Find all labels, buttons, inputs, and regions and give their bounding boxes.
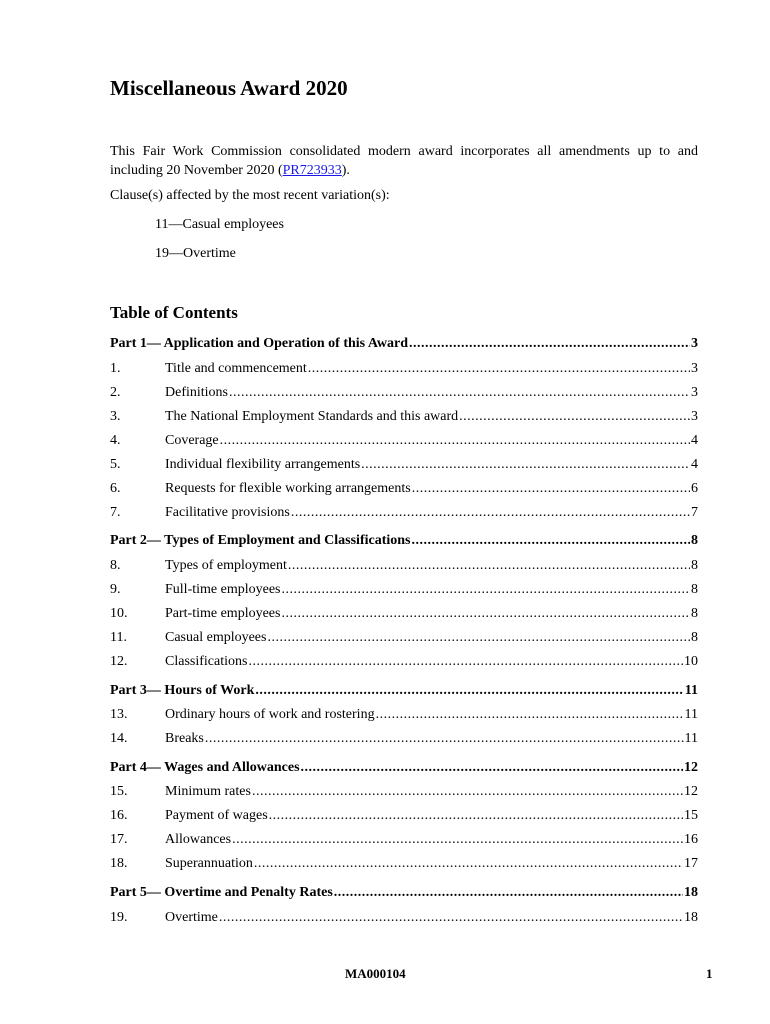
document-title: Miscellaneous Award 2020 <box>110 76 348 100</box>
toc-clause-entry[interactable] <box>110 630 698 648</box>
toc-entry-label: Part 3— Hours of Work <box>110 683 255 698</box>
toc-entry-number: 9. <box>110 582 121 597</box>
toc-dot-leader <box>281 606 690 622</box>
toc-entry-label: Requests for flexible working arrangements <box>165 481 411 496</box>
toc-entry-label: Part 5— Overtime and Penalty Rates <box>110 885 333 900</box>
affected-clause-item: 19—Overtime <box>155 246 236 261</box>
toc-clause-entry[interactable] <box>110 731 698 749</box>
toc-entry-label: Coverage <box>165 433 219 448</box>
toc-entry-label: Minimum rates <box>165 784 251 799</box>
toc-entry-page: 12 <box>684 784 698 799</box>
toc-clause-entry[interactable] <box>110 361 698 379</box>
toc-dot-leader <box>229 385 690 401</box>
toc-entry-page: 15 <box>684 808 698 823</box>
toc-entry-number: 10. <box>110 606 128 621</box>
toc-entry-page: 16 <box>684 832 698 847</box>
toc-clause-entry[interactable] <box>110 910 698 928</box>
toc-clause-entry[interactable] <box>110 606 698 624</box>
toc-part-entry[interactable] <box>110 683 698 701</box>
toc-entry-page: 18 <box>684 885 698 900</box>
toc-entry-number: 7. <box>110 505 121 520</box>
toc-entry-number: 16. <box>110 808 128 823</box>
toc-dot-leader <box>308 361 690 377</box>
toc-entry-label: Allowances <box>165 832 232 847</box>
toc-entry-number: 17. <box>110 832 128 847</box>
toc-clause-entry[interactable] <box>110 457 698 475</box>
toc-entry-number: 1. <box>110 361 121 376</box>
toc-entry-page: 7 <box>691 505 698 520</box>
toc-clause-entry[interactable] <box>110 409 698 427</box>
toc-entry-label: Ordinary hours of work and rostering <box>165 707 375 722</box>
toc-clause-entry[interactable] <box>110 808 698 826</box>
toc-dot-leader <box>248 654 683 670</box>
toc-entry-label: Definitions <box>165 385 228 400</box>
toc-dot-leader <box>291 505 690 521</box>
toc-entry-page: 8 <box>691 558 698 573</box>
toc-entry-label: Title and commencement <box>165 361 307 376</box>
affected-clause-item: 11—Casual employees <box>155 217 284 232</box>
intro-paragraph <box>110 142 698 180</box>
affected-clauses-heading: Clause(s) affected by the most recent variation(s): <box>110 188 390 203</box>
toc-entry-page: 3 <box>691 361 698 376</box>
toc-entry-label: Part 2— Types of Employment and Classifications <box>110 533 411 548</box>
toc-entry-number: 6. <box>110 481 121 496</box>
toc-clause-entry[interactable] <box>110 385 698 403</box>
toc-entry-page: 12 <box>684 760 698 775</box>
toc-entry-label: Individual flexibility arrangements <box>165 457 361 472</box>
toc-entry-label: Types of employment <box>165 558 287 573</box>
toc-entry-page: 4 <box>691 433 698 448</box>
toc-entry-page: 3 <box>691 409 698 424</box>
toc-dot-leader <box>334 885 683 901</box>
toc-entry-page: 11 <box>684 683 698 698</box>
toc-dot-leader <box>361 457 690 473</box>
toc-entry-label: Part 1— Application and Operation of this Award <box>110 336 409 351</box>
toc-entry-page: 8 <box>691 533 698 548</box>
toc-entry-page: 3 <box>691 385 698 400</box>
variation-link[interactable]: PR723933 <box>282 163 342 178</box>
toc-dot-leader <box>205 731 684 747</box>
toc-clause-entry[interactable] <box>110 784 698 802</box>
toc-entry-number: 15. <box>110 784 128 799</box>
toc-entry-number: 11. <box>110 630 127 645</box>
toc-dot-leader <box>281 582 690 598</box>
toc-entry-label: Casual employees <box>165 630 267 645</box>
toc-dot-leader <box>255 683 683 699</box>
toc-dot-leader <box>412 533 691 549</box>
toc-entry-page: 8 <box>691 606 698 621</box>
toc-clause-entry[interactable] <box>110 505 698 523</box>
toc-entry-number: 8. <box>110 558 121 573</box>
footer-page-number: 1 <box>706 966 713 981</box>
toc-clause-entry[interactable] <box>110 832 698 850</box>
toc-dot-leader <box>269 808 683 824</box>
toc-dot-leader <box>219 910 683 926</box>
toc-entry-label: Overtime <box>165 910 218 925</box>
toc-entry-page: 8 <box>691 630 698 645</box>
toc-dot-leader <box>288 558 690 574</box>
toc-entry-number: 2. <box>110 385 121 400</box>
toc-entry-number: 14. <box>110 731 128 746</box>
toc-dot-leader <box>409 336 690 352</box>
toc-entry-number: 5. <box>110 457 121 472</box>
toc-entry-page: 10 <box>684 654 698 669</box>
toc-entry-page: 6 <box>691 481 698 496</box>
toc-entry-number: 13. <box>110 707 128 722</box>
toc-entry-label: Payment of wages <box>165 808 268 823</box>
toc-entry-number: 3. <box>110 409 121 424</box>
toc-entry-page: 3 <box>691 336 698 351</box>
toc-clause-entry[interactable] <box>110 582 698 600</box>
toc-dot-leader <box>301 760 683 776</box>
toc-part-entry[interactable] <box>110 885 698 903</box>
toc-entry-label: Part-time employees <box>165 606 281 621</box>
toc-entry-page: 8 <box>691 582 698 597</box>
footer-award-code: MA000104 <box>345 966 406 981</box>
intro-text-before: This Fair Work Commission consolidated modern award incorporates all amendments up to and including 20 November 2020 ( <box>110 144 698 178</box>
toc-entry-label: The National Employment Standards and this award <box>165 409 459 424</box>
toc-dot-leader <box>254 856 683 872</box>
toc-clause-entry[interactable] <box>110 707 698 725</box>
toc-dot-leader <box>252 784 683 800</box>
toc-entry-page: 4 <box>691 457 698 472</box>
toc-dot-leader <box>376 707 684 723</box>
toc-clause-entry[interactable] <box>110 558 698 576</box>
toc-entry-page: 17 <box>684 856 698 871</box>
toc-clause-entry[interactable] <box>110 654 698 672</box>
toc-dot-leader <box>267 630 690 646</box>
toc-part-entry[interactable] <box>110 336 698 354</box>
toc-part-entry[interactable] <box>110 760 698 778</box>
toc-heading: Table of Contents <box>110 303 238 322</box>
toc-clause-entry[interactable] <box>110 433 698 451</box>
toc-dot-leader <box>459 409 690 425</box>
toc-entry-number: 12. <box>110 654 128 669</box>
toc-entry-label: Superannuation <box>165 856 253 871</box>
toc-dot-leader <box>412 481 690 497</box>
toc-entry-number: 19. <box>110 910 128 925</box>
toc-clause-entry[interactable] <box>110 856 698 874</box>
toc-entry-page: 18 <box>684 910 698 925</box>
toc-entry-label: Full-time employees <box>165 582 281 597</box>
intro-text-after: ). <box>341 163 350 178</box>
toc-entry-label: Part 4— Wages and Allowances <box>110 760 300 775</box>
toc-entry-label: Breaks <box>165 731 204 746</box>
toc-entry-label: Facilitative provisions <box>165 505 290 520</box>
toc-dot-leader <box>232 832 683 848</box>
toc-part-entry[interactable] <box>110 533 698 551</box>
toc-entry-number: 4. <box>110 433 121 448</box>
toc-dot-leader <box>220 433 690 449</box>
toc-entry-label: Classifications <box>165 654 248 669</box>
toc-entry-page: 11 <box>684 707 698 722</box>
toc-entry-number: 18. <box>110 856 128 871</box>
toc-clause-entry[interactable] <box>110 481 698 499</box>
toc-entry-page: 11 <box>684 731 698 746</box>
